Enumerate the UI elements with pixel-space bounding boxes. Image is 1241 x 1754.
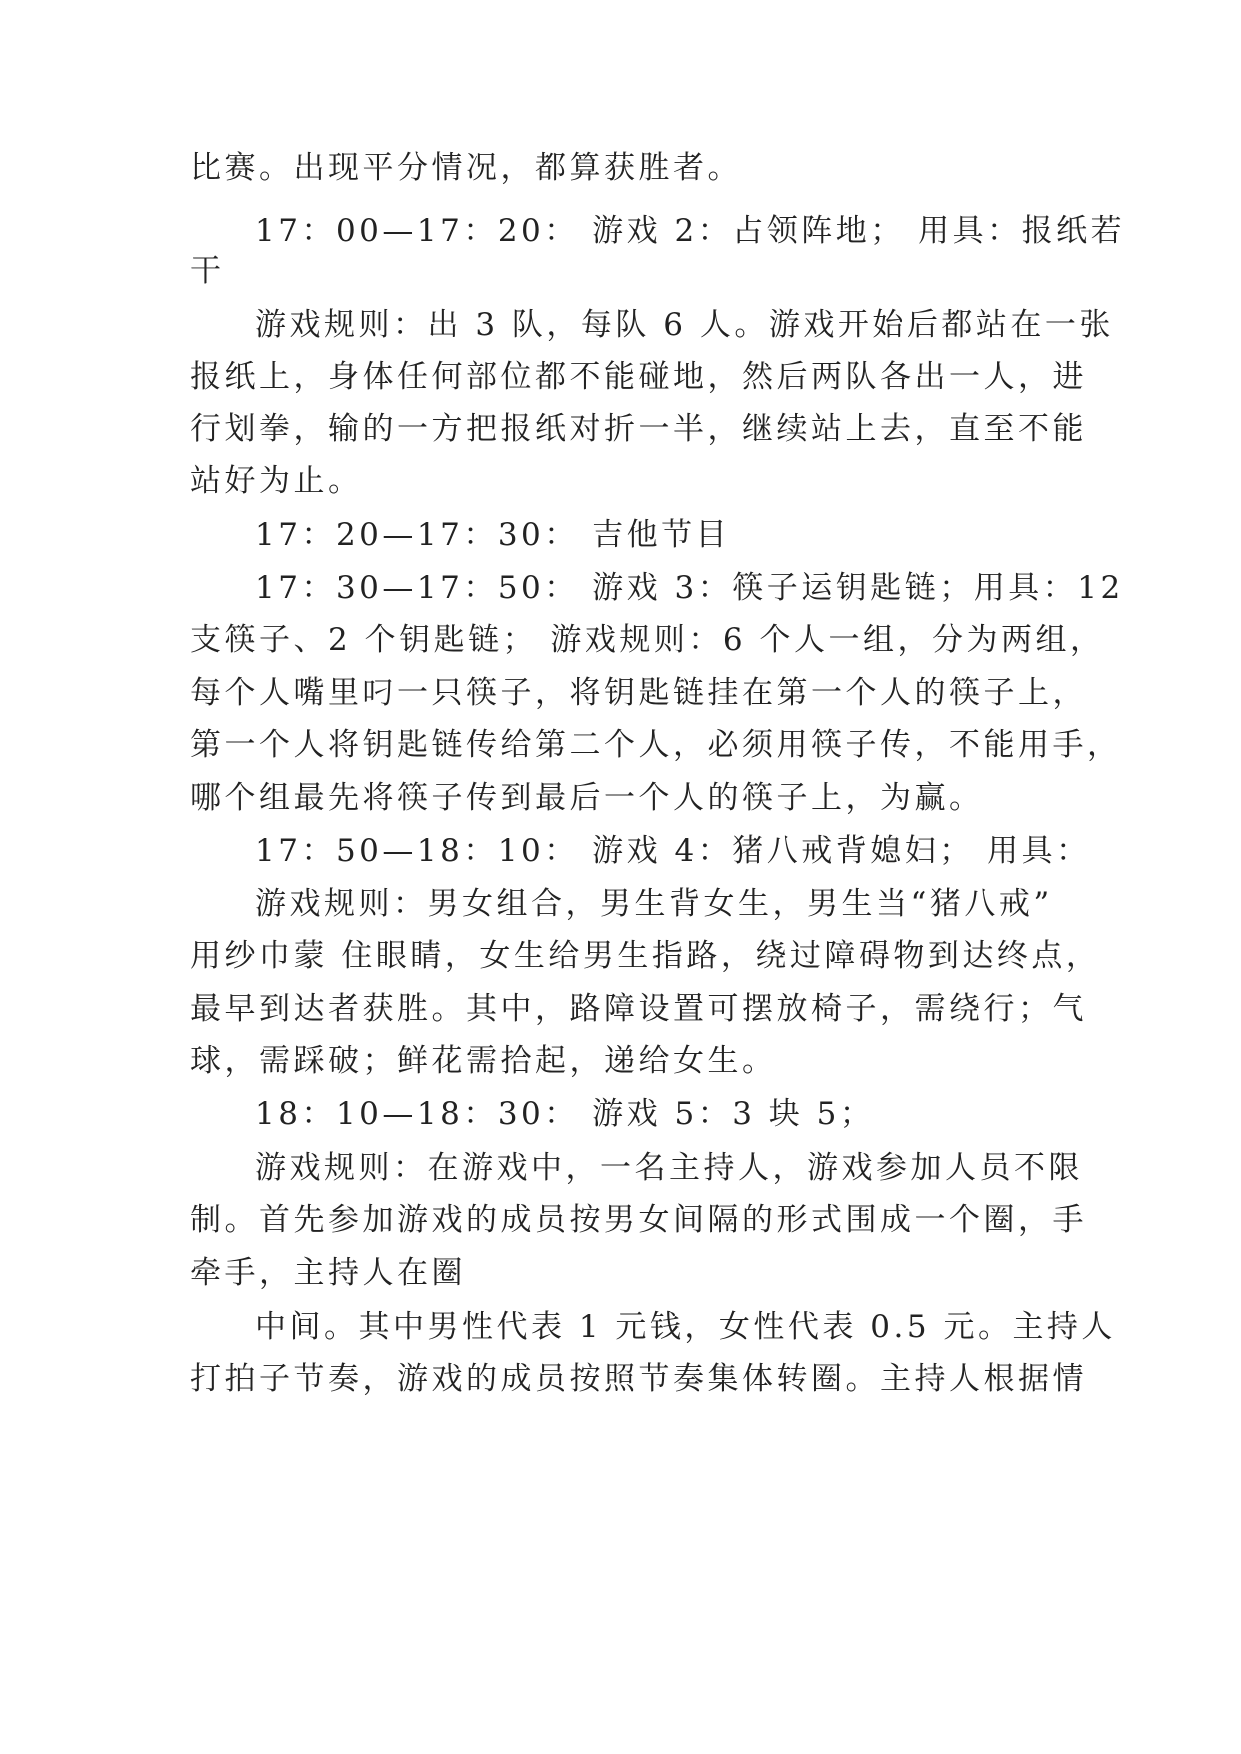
text-line: 游戏规则：男女组合，男生背女生，男生当“猪八戒” [255, 886, 1053, 922]
text-line: 第一个人将钥匙链传给第二个人，必须用筷子传，不能用手， [190, 727, 1122, 763]
text-line: 报纸上，身体任何部位都不能碰地，然后两队各出一人，进 [190, 359, 1087, 395]
text-line: 17：20—17：30： 吉他节目 [255, 517, 731, 553]
text-line: 牵手，主持人在圈 [190, 1255, 466, 1291]
text-line: 支筷子、2 个钥匙链； 游戏规则：6 个人一组，分为两组， [190, 622, 1105, 658]
text-line: 站好为止。 [190, 463, 363, 499]
text-line: 哪个组最先将筷子传到最后一个人的筷子上，为赢。 [190, 780, 984, 816]
text-line: 游戏规则：在游戏中，一名主持人，游戏参加人员不限 [255, 1150, 1083, 1186]
text-line: 18：10—18：30： 游戏 5：3 块 5； [255, 1096, 875, 1132]
text-line: 最早到达者获胜。其中，路障设置可摆放椅子，需绕行；气 [190, 991, 1087, 1027]
text-line: 用纱巾蒙 住眼睛，女生给男生指路，绕过障碍物到达终点， [190, 938, 1101, 974]
text-line: 行划拳，输的一方把报纸对折一半，继续站上去，直至不能 [190, 411, 1087, 447]
text-line: 17：50—18：10： 游戏 4：猪八戒背媳妇； 用具： [255, 833, 1091, 869]
text-line: 中间。其中男性代表 1 元钱，女性代表 0.5 元。主持人 [255, 1309, 1116, 1345]
text-line: 打拍子节奏，游戏的成员按照节奏集体转圈。主持人根据情 [190, 1361, 1087, 1397]
text-line: 17：30—17：50： 游戏 3：筷子运钥匙链；用具：12 [255, 570, 1124, 606]
text-line: 比赛。出现平分情况，都算获胜者。 [190, 150, 742, 186]
text-line: 制。首先参加游戏的成员按男女间隔的形式围成一个圈，手 [190, 1202, 1087, 1238]
text-line: 17：00—17：20： 游戏 2：占领阵地； 用具：报纸若 [255, 213, 1126, 249]
text-line: 干 [190, 253, 225, 289]
text-line: 每个人嘴里叼一只筷子，将钥匙链挂在第一个人的筷子上， [190, 675, 1087, 711]
text-line: 球，需踩破；鲜花需拾起，递给女生。 [190, 1043, 777, 1079]
text-line: 游戏规则：出 3 队，每队 6 人。游戏开始后都站在一张 [255, 307, 1114, 343]
